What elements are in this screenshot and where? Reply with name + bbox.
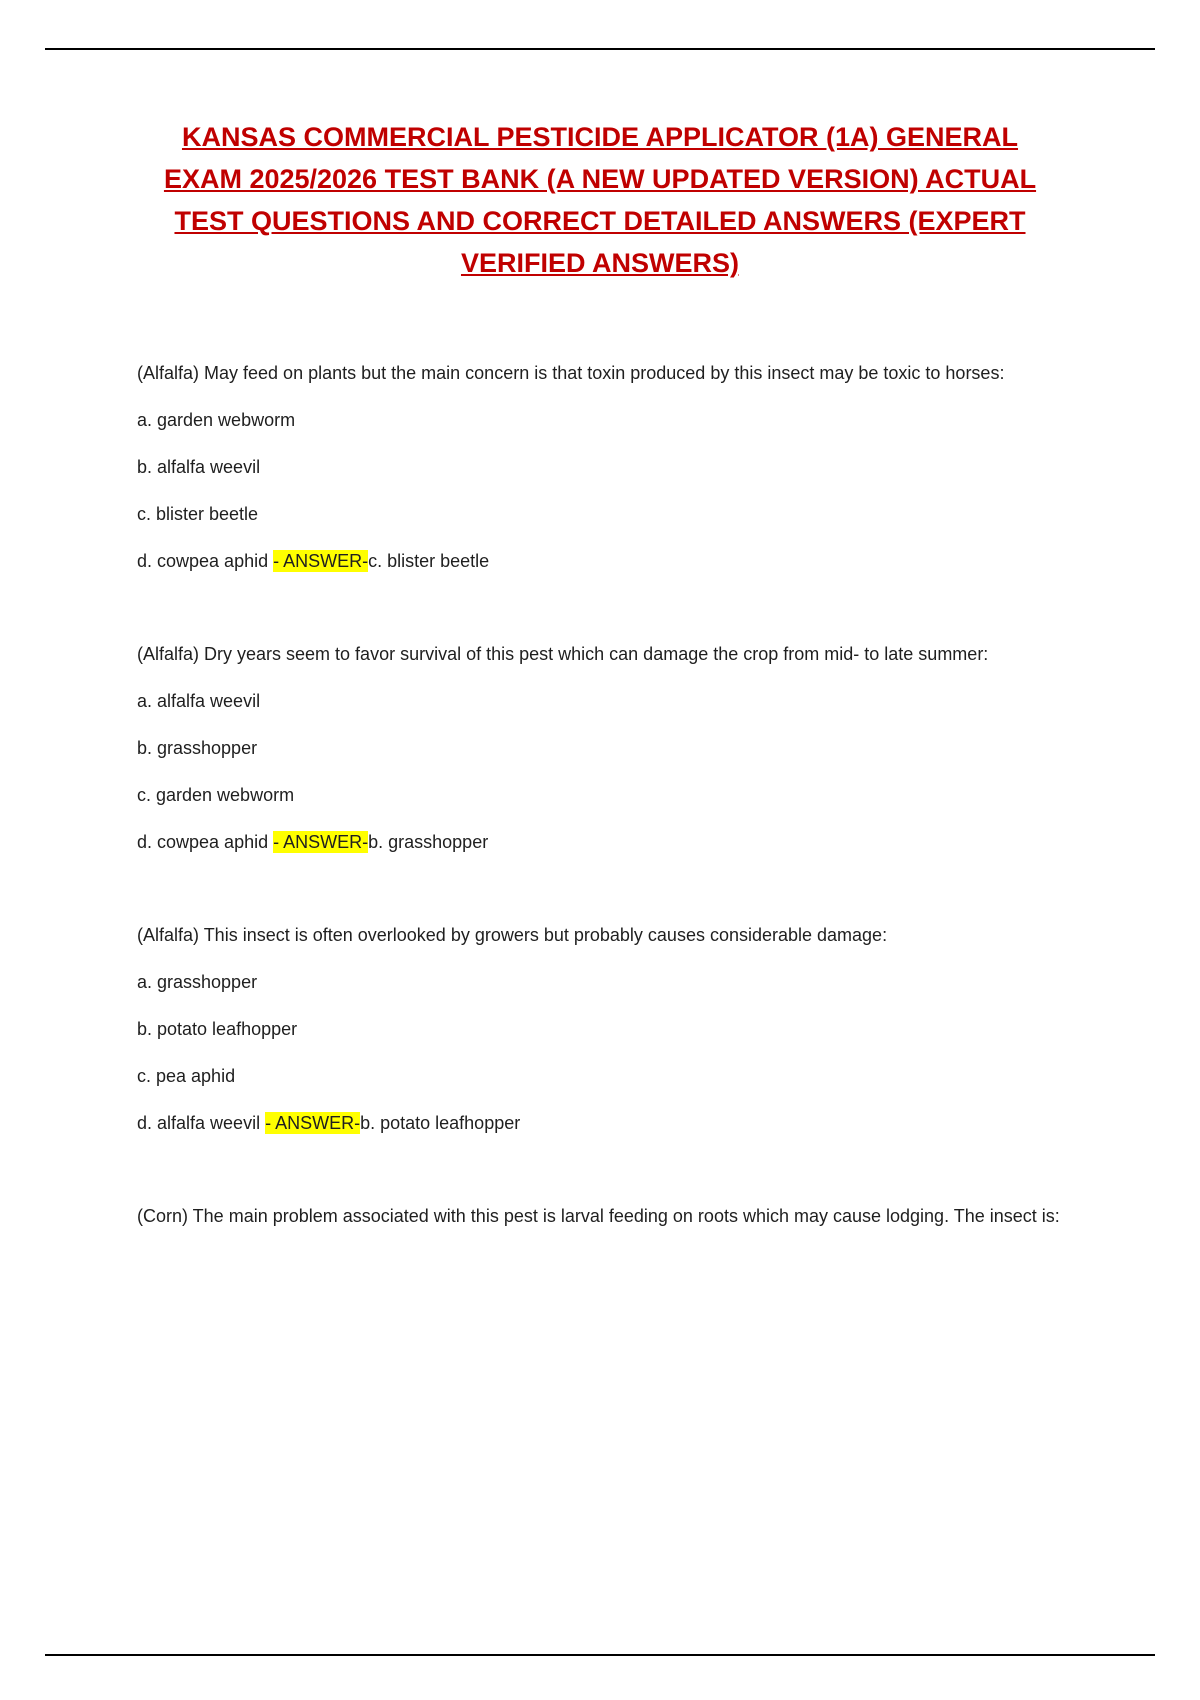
answer-line: [137, 546, 1063, 577]
header-rule: [45, 48, 1155, 50]
option-c: c. pea aphid: [137, 1066, 236, 1086]
option-c: c. garden webworm: [137, 785, 295, 805]
option-d-text: d. alfalfa weevil: [137, 1113, 266, 1133]
question-prompt: (Corn) The main problem associated with this pest is larval feeding on roots which may cause lodging. The insect is:: [137, 1206, 1060, 1226]
option-a: a. grasshopper: [137, 972, 258, 992]
option-b: b. grasshopper: [137, 738, 258, 758]
option-b: b. potato leafhopper: [137, 1019, 298, 1039]
answer-text: b. potato leafhopper: [360, 1113, 521, 1133]
question-block-2: [137, 639, 1063, 858]
option-a: a. alfalfa weevil: [137, 691, 261, 711]
option-b: b. alfalfa weevil: [137, 457, 261, 477]
answer-line: [137, 827, 1063, 858]
answer-line: [137, 1108, 1063, 1139]
option-d-text: d. cowpea aphid: [137, 832, 274, 852]
option-c: c. blister beetle: [137, 504, 259, 524]
footer-rule: [45, 1654, 1155, 1656]
question-prompt: (Alfalfa) Dry years seem to favor survival of this pest which can damage the crop from mid- to late summer:: [137, 644, 989, 664]
answer-marker-highlight: - ANSWER-: [273, 832, 369, 852]
question-block-4: [137, 1201, 1063, 1232]
document-content: [137, 358, 1063, 1232]
question-block-3: [137, 920, 1063, 1139]
answer-text: b. grasshopper: [368, 832, 489, 852]
option-a: a. garden webworm: [137, 410, 296, 430]
question-prompt: (Alfalfa) This insect is often overlooked by growers but probably causes considerable damage:: [137, 925, 888, 945]
answer-marker-highlight: - ANSWER-: [265, 1113, 361, 1133]
answer-text: c. blister beetle: [368, 551, 490, 571]
page-title: KANSAS COMMERCIAL PESTICIDE APPLICATOR (1A) GENERAL EXAM 2025/2026 TEST BANK (A NEW UPDATED VERSION) ACTUAL TEST QUESTIONS AND CORRECT DETAILED ANSWERS (EXPERT VERIFIED ANSWERS): [163, 122, 1037, 278]
answer-marker-highlight: - ANSWER-: [273, 551, 369, 571]
option-d-text: d. cowpea aphid: [137, 551, 274, 571]
question-prompt: (Alfalfa) May feed on plants but the main concern is that toxin produced by this insect may be toxic to horses:: [137, 363, 1005, 383]
question-block-1: [137, 358, 1063, 577]
